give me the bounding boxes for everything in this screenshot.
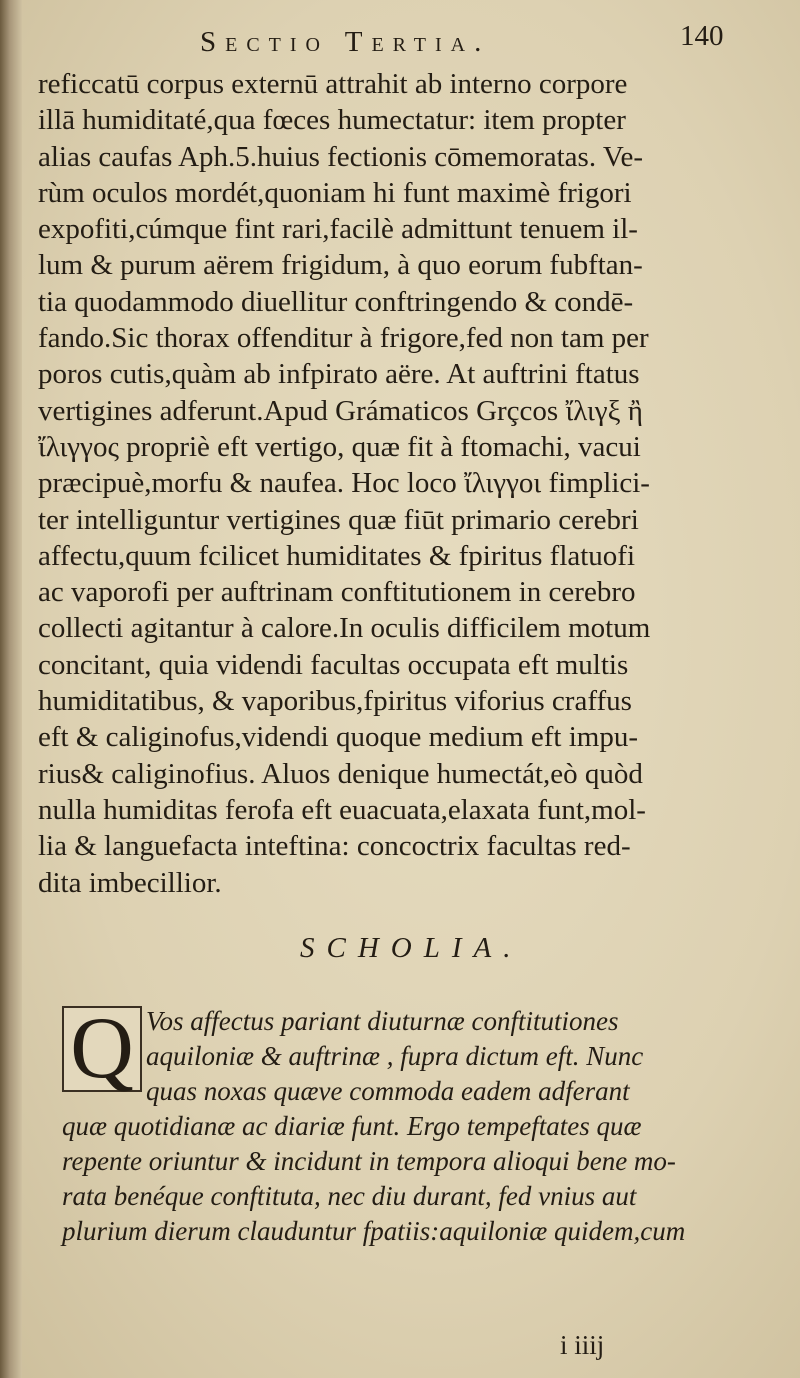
running-head: Sectio Tertia. xyxy=(200,26,491,58)
scholia-line: plurium dierum clauduntur fpatiis:aquiloniæ quidem,cum xyxy=(62,1216,686,1246)
text-line: rùm oculos mordét,quoniam hi funt maximè frigori xyxy=(38,176,632,209)
text-line: collecti agitantur à calore.In oculis difficilem motum xyxy=(38,612,651,645)
scholia-line: quæ quotidianæ ac diariæ funt. Ergo tempeftates quæ xyxy=(62,1111,642,1141)
scholia-line: repente oriuntur & incidunt in tempora alioqui bene mo- xyxy=(62,1146,676,1176)
signature-mark: i iiij xyxy=(560,1330,605,1360)
text-line: rius& caliginofius. Aluos denique humectát,eò quòd xyxy=(38,757,643,790)
text-line: reficcatū corpus externū attrahit ab interno corpore xyxy=(38,68,628,100)
text-line: dita imbecillior. xyxy=(38,866,222,899)
scholia-text-block xyxy=(62,1004,772,1249)
text-line: concitant, quia videndi facultas occupata eft multis xyxy=(38,648,629,681)
text-line: tia quodammodo diuellitur conftringendo & condē- xyxy=(38,285,634,318)
scholia-line: quas noxas quæve commoda eadem adferant xyxy=(146,1076,630,1106)
text-line: illā humiditaté,qua fœces humectatur: item propter xyxy=(38,104,626,137)
text-line: alias caufas Aph.5.huius fectionis cōmemoratas. Ve- xyxy=(38,140,644,173)
text-line: fando.Sic thorax offenditur à frigore,fed non tam per xyxy=(38,322,649,355)
text-line: poros cutis,quàm ab infpirato aëre. At auftrini ftatus xyxy=(38,358,640,391)
text-line: ac vaporofi per auftrinam conftitutionem in cerebro xyxy=(38,576,636,609)
text-line: ἴλιγγος propriè eft vertigo, quæ fit à ftomachi, vacui xyxy=(38,430,641,463)
page-number: 140 xyxy=(680,20,724,52)
text-line: humiditatibus, & vaporibus,fpiritus viforius craffus xyxy=(38,685,632,718)
text-line: lia & languefacta inteftina: concoctrix facultas red- xyxy=(38,830,631,863)
text-line: affectu,quum fcilicet humiditates & fpiritus flatuofi xyxy=(38,539,636,572)
text-line: nulla humiditas ferofa eft euacuata,elaxata funt,mol- xyxy=(38,793,646,826)
text-line: lum & purum aërem frigidum, à quo eorum fubftan- xyxy=(38,249,643,282)
scholia-line: Vos affectus pariant diuturnæ conftitutiones xyxy=(146,1006,619,1036)
page-header xyxy=(0,18,800,68)
main-text-block xyxy=(38,66,778,901)
text-line: expofiti,cúmque fint rari,facilè admittunt tenuem il- xyxy=(38,213,638,246)
text-line: eft & caliginofus,videndi quoque medium eft impu- xyxy=(38,721,639,754)
page-gutter xyxy=(0,0,22,1378)
drop-cap: Q xyxy=(62,1006,142,1092)
text-line: vertigines adferunt.Apud Grámaticos Grçcos ἴλιγξ ἢ xyxy=(38,394,643,427)
scholia-line: rata benéque conftituta, nec diu durant, fed vnius aut xyxy=(62,1181,637,1211)
text-line: ter intelliguntur vertigines quæ fiūt primario cerebri xyxy=(38,503,639,536)
scholia-line: aquiloniæ & auftrinæ , fupra dictum eft. Nunc xyxy=(146,1041,644,1071)
scholia-heading: SCHOLIA. xyxy=(300,932,523,964)
text-line: præcipuè,morfu & naufea. Hoc loco ἴλιγγοι fimplici- xyxy=(38,467,650,500)
